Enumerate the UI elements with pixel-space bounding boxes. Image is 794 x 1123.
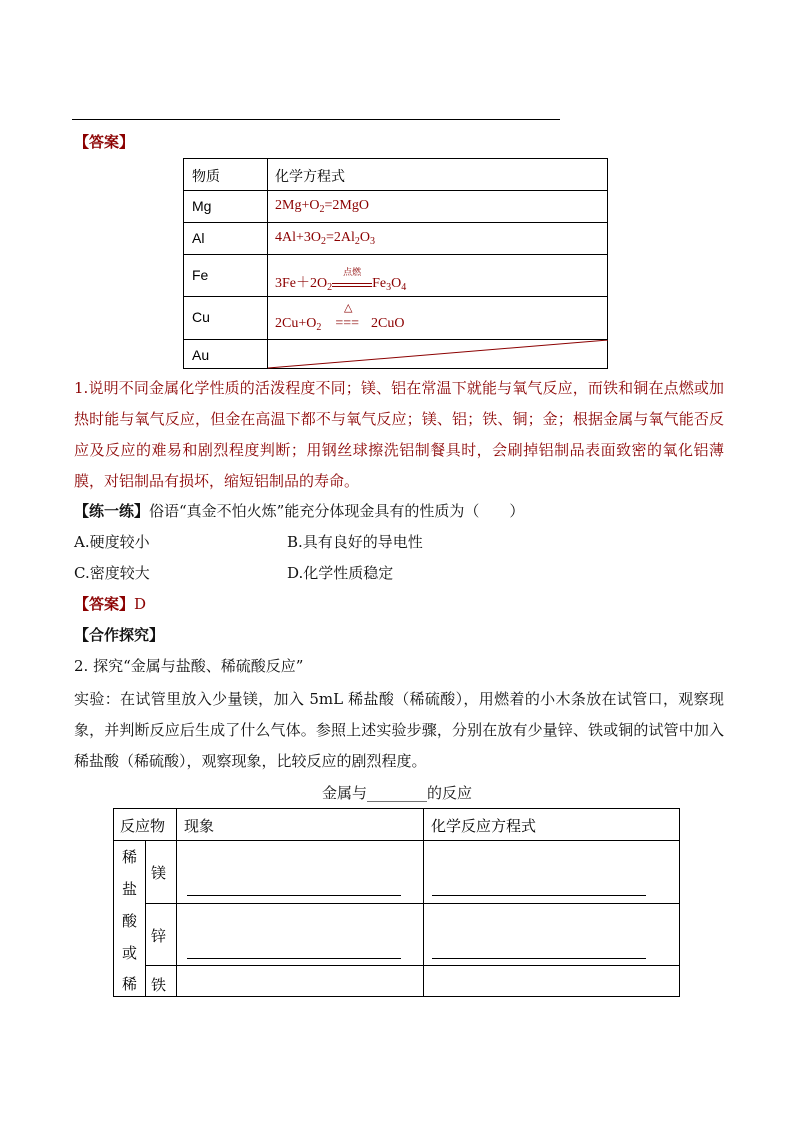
explore-label: 【合作探究】 xyxy=(74,626,165,644)
substance-cu: Cu xyxy=(192,309,210,325)
answer-blank[interactable] xyxy=(187,895,401,896)
option-d: D.化学性质稳定 xyxy=(287,564,394,582)
caption-blank: ________ xyxy=(367,784,427,802)
acid-char: 稀 xyxy=(121,975,137,993)
answer-label: 【答案】 xyxy=(74,133,135,151)
reaction-arrow: 点燃 xyxy=(332,277,372,287)
equation-cu: $2Cu+O_2$ === 2CuO xyxy=(275,316,405,333)
answer-blank[interactable] xyxy=(432,958,646,959)
acid-char: 稀 xyxy=(121,848,137,866)
metal-zn: 锌 xyxy=(151,927,167,945)
metal-fe: 铁 xyxy=(151,976,167,994)
equation-mg: $2Mg+O_2=2MgO$ xyxy=(275,198,369,215)
equation-fe: $3Fe+2O_2$ 点燃 $Fe_3O_4$ xyxy=(275,267,407,293)
acid-char: 酸 xyxy=(121,912,137,930)
experiment-text: 实验：在试管里放入少量镁，加入 5mL 稀盐酸（稀硫酸），用燃着的小木条放在试管口，观察现象，并判断反应后生成了什么气体。参照上述实验步骤，分别在放有少量锌、铁或铜的试管中加入稀盐酸（稀硫酸），观察现象，比较反应的剧烈程度。 xyxy=(74,690,724,770)
substance-al: Al xyxy=(192,230,205,246)
option-a: A.硬度较小 xyxy=(74,533,150,551)
equation-al: $4Al+3O_2=2Al_2O_3$ xyxy=(275,230,376,247)
acid-reaction-table xyxy=(113,808,680,997)
header-phenomenon: 现象 xyxy=(184,817,215,835)
oxygen-reaction-table xyxy=(183,158,608,369)
header-equation: 化学方程式 xyxy=(275,169,345,185)
acid-char: 盐 xyxy=(121,880,137,898)
explore-title: 2. 探究“金属与盐酸、稀硫酸反应” xyxy=(74,657,304,675)
header-substance: 物质 xyxy=(192,169,220,185)
answer-blank[interactable] xyxy=(187,958,401,959)
top-rule xyxy=(72,119,560,120)
diagonal-slash xyxy=(268,340,608,369)
heat-symbol: △ xyxy=(344,301,353,314)
substance-au: Au xyxy=(192,347,210,363)
table2-caption: 金属与________的反应 xyxy=(321,784,473,802)
substance-fe: Fe xyxy=(192,267,209,283)
acid-char: 或 xyxy=(121,944,137,962)
explanation-paragraph: 1.说明不同金属化学性质的活泼程度不同；镁、铝在常温下就能与氧气反应，而铁和铜在点燃或加热时能与氧气反应，但金在高温下都不与氧气反应；镁、铝；铁、铜；金；根据金属与氧气能否反应及反应的难易和剧烈程度判断；用钢丝球擦洗铝制餐具时，会刷掉铝制品表面致密的氧化铝薄膜，对铝制品有损坏，缩短铝制品的寿命。 xyxy=(74,379,724,490)
option-c: C.密度较大 xyxy=(74,564,150,582)
header-reactant: 反应物 xyxy=(120,817,166,835)
metal-mg: 镁 xyxy=(151,864,167,882)
option-b: B.具有良好的导电性 xyxy=(287,533,423,551)
practice-question: 【练一练】俗语“真金不怕火炼”能充分体现金具有的性质为（ ） xyxy=(74,502,525,520)
substance-mg: Mg xyxy=(192,198,212,214)
answer-blank[interactable] xyxy=(432,895,646,896)
practice-answer: 【答案】D xyxy=(74,595,147,613)
header-equation: 化学反应方程式 xyxy=(431,817,537,835)
